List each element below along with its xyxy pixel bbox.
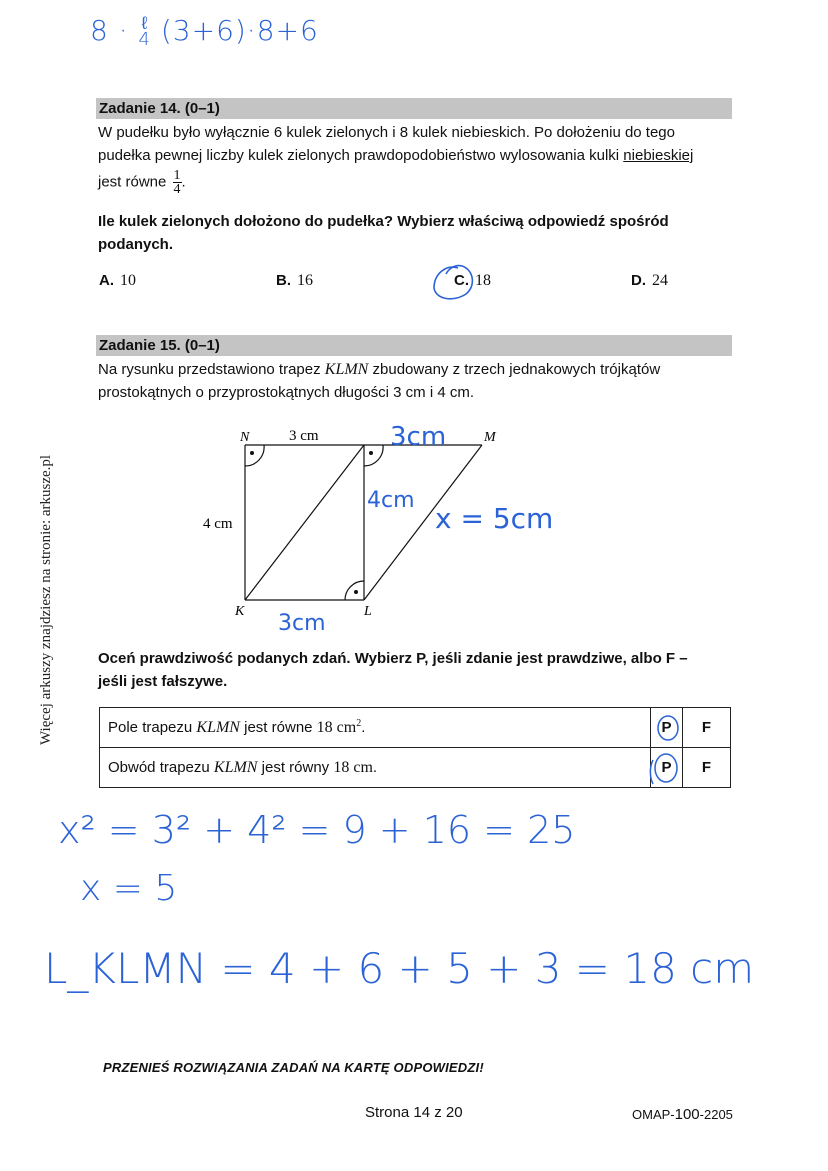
- task-14-line-2: pudełka pewnej liczby kulek zielonych prawdopodobieństwo wylosowania kulki niebieskiej: [98, 147, 694, 164]
- label-left-4cm: 4 cm: [203, 516, 233, 532]
- answer-option-b[interactable]: B. 16: [276, 272, 313, 289]
- vertex-l: L: [364, 604, 372, 619]
- handwritten-circle-p1: [654, 714, 682, 742]
- task-14-question: Ile kulek zielonych dołożono do pudełka? Wybierz właściwą odpowiedź spośród podanych.: [98, 213, 669, 253]
- answer-option-d[interactable]: D. 24: [631, 272, 668, 289]
- handwritten-x-5cm: x = 5cm: [435, 502, 554, 535]
- vertex-n: N: [240, 430, 250, 445]
- true-false-table: [99, 707, 731, 788]
- task-15-text: [98, 358, 738, 404]
- table-row: [100, 708, 731, 748]
- handwritten-x-equals-5: x = 5: [80, 868, 178, 909]
- exam-code: OMAP-100-2205: [632, 1106, 733, 1123]
- fraction-one-quarter: $\frac{1}{4}$: [173, 168, 181, 197]
- statement-1-option-f[interactable]: F: [683, 708, 731, 748]
- statement-1-option-p[interactable]: P: [651, 708, 683, 748]
- handwritten-calculation-top: 8 · ℓ 4 (3+6)·8+6: [90, 13, 319, 50]
- statement-2-option-p[interactable]: P: [651, 748, 683, 788]
- answer-option-a[interactable]: A. 10: [99, 272, 136, 289]
- side-watermark-text: Więcej arkuszy znajdziesz na stronie: arkusze.pl: [38, 454, 54, 745]
- handwritten-circle-answer-c: [428, 262, 478, 304]
- statement-2-option-f[interactable]: F: [683, 748, 731, 788]
- task-15-header: Zadanie 15. (0–1): [96, 335, 732, 356]
- vertex-k: K: [235, 604, 245, 619]
- table-row: [100, 748, 731, 788]
- handwritten-perimeter: L_KLMN = 4 + 6 + 5 + 3 = 18 cm: [44, 944, 755, 993]
- handwritten-pythagoras: x² = 3² + 4² = 9 + 16 = 25: [58, 808, 576, 852]
- task-14-header: Zadanie 14. (0–1): [96, 98, 732, 119]
- footer-transfer-note: PRZENIEŚ ROZWIĄZANIA ZADAŃ NA KARTĘ ODPOWIEDZI!: [103, 1060, 484, 1075]
- handwritten-bottom-3cm: 3cm: [278, 611, 326, 636]
- statement-2: Obwód trapezu KLMN jest równy 18 cm.: [100, 748, 651, 788]
- handwritten-circle-p2: [647, 752, 681, 786]
- task-14-line-3: jest równe $\frac{1}{4}$ .: [98, 168, 186, 197]
- trapezoid-figure: [190, 415, 570, 640]
- task-14-text: [98, 121, 738, 196]
- vertex-m: M: [484, 430, 496, 445]
- statement-1: Pole trapezu KLMN jest równe 18 $cm^2$.: [100, 708, 651, 748]
- label-top-3cm: 3 cm: [289, 428, 319, 444]
- task-15-line-2: prostokątnych o przyprostokątnych długości 3 cm i 4 cm.: [98, 384, 474, 401]
- handwritten-4cm: 4cm: [367, 488, 415, 513]
- answer-option-c[interactable]: C. 18: [454, 272, 491, 289]
- task-15-line-1: Na rysunku przedstawiono trapez KLMN zbudowany z trzech jednakowych trójkątów: [98, 361, 661, 378]
- task-15-instruction: Oceń prawdziwość podanych zdań. Wybierz P, jeśli zdanie jest prawdziwe, albo F – jeśli jest fałszywe.: [98, 650, 688, 690]
- handwritten-top-3cm: 3cm: [390, 422, 447, 452]
- page-number: Strona 14 z 20: [365, 1104, 463, 1121]
- task-14-line-1: W pudełku było wyłącznie 6 kulek zielonych i 8 kulek niebieskich. Po dołożeniu do tego: [98, 124, 675, 141]
